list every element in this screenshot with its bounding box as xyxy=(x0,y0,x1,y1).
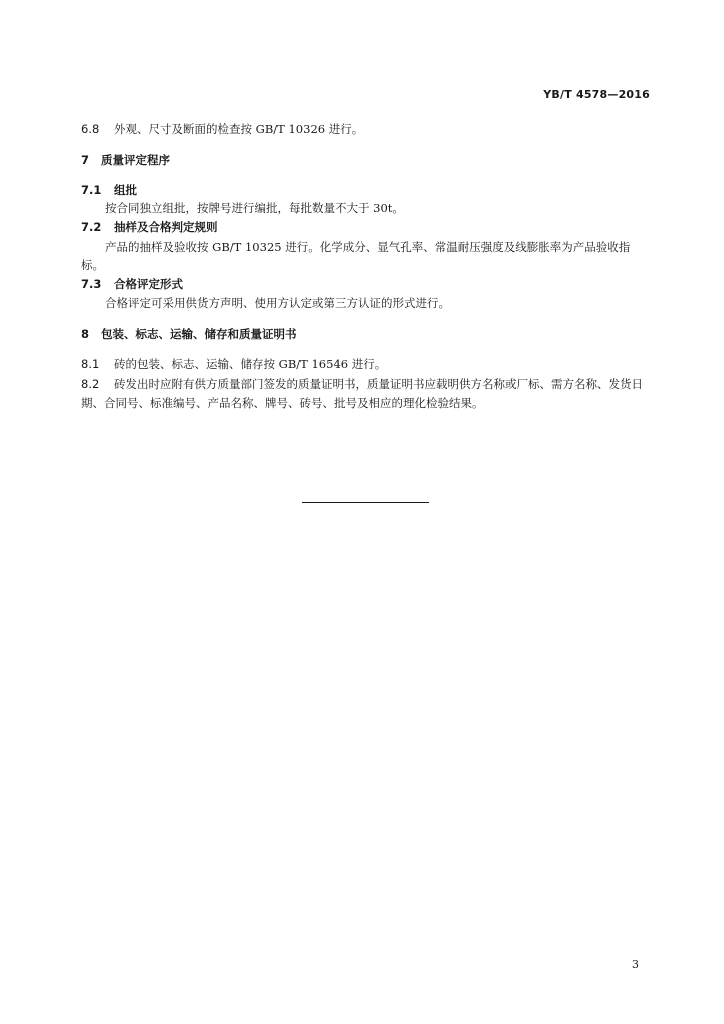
section-8-heading xyxy=(81,326,651,342)
clause-7-3-heading xyxy=(81,276,651,292)
clause-number: 7.2 xyxy=(81,220,102,234)
section-7-heading xyxy=(81,152,651,168)
clause-text: 砖的包装、标志、运输、储存按 GB/T 16546 进行。 xyxy=(114,357,387,371)
clause-7-2-heading xyxy=(81,219,651,235)
clause-text: 外观、尺寸及断面的检查按 GB/T 10326 进行。 xyxy=(114,122,364,136)
standard-code: YB/T 4578—2016 xyxy=(543,88,650,101)
clause-text: 砖发出时应附有供方质量部门签发的质量证明书，质量证明书应载明供方名称或厂标、需方名称、发货日期、合同号、标准编号、产品名称、牌号、砖号、批号及相应的理化检验结果。 xyxy=(81,377,643,410)
clause-number: 8.1 xyxy=(81,357,100,371)
clause-title: 组批 xyxy=(114,183,137,197)
clause-number: 7.1 xyxy=(81,183,102,197)
clause-7-1-heading xyxy=(81,182,651,198)
section-number: 8 xyxy=(81,327,90,341)
clause-7-1-text: 按合同独立组批，按牌号进行编批，每批数量不大于 30t。 xyxy=(105,201,404,215)
clause-number: 7.3 xyxy=(81,277,102,291)
section-title: 包装、标志、运输、储存和质量证明书 xyxy=(101,327,297,341)
section-number: 7 xyxy=(81,153,90,167)
clause-6-8 xyxy=(81,121,651,137)
end-of-standard-rule xyxy=(302,502,429,503)
section-title: 质量评定程序 xyxy=(101,153,170,167)
clause-number: 8.2 xyxy=(81,377,100,391)
clause-title: 抽样及合格判定规则 xyxy=(114,220,218,234)
page-number: 3 xyxy=(632,958,639,971)
clause-title: 合格评定形式 xyxy=(114,277,183,291)
clause-7-3-text: 合格评定可采用供货方声明、使用方认定或第三方认证的形式进行。 xyxy=(105,296,450,310)
clause-8-2 xyxy=(81,375,651,413)
clause-7-2-text: 产品的抽样及验收按 GB/T 10325 进行。化学成分、显气孔率、常温耐压强度及线膨胀率为产品验收指标。 xyxy=(81,240,631,272)
clause-number: 6.8 xyxy=(81,122,100,136)
clause-8-1 xyxy=(81,356,651,372)
